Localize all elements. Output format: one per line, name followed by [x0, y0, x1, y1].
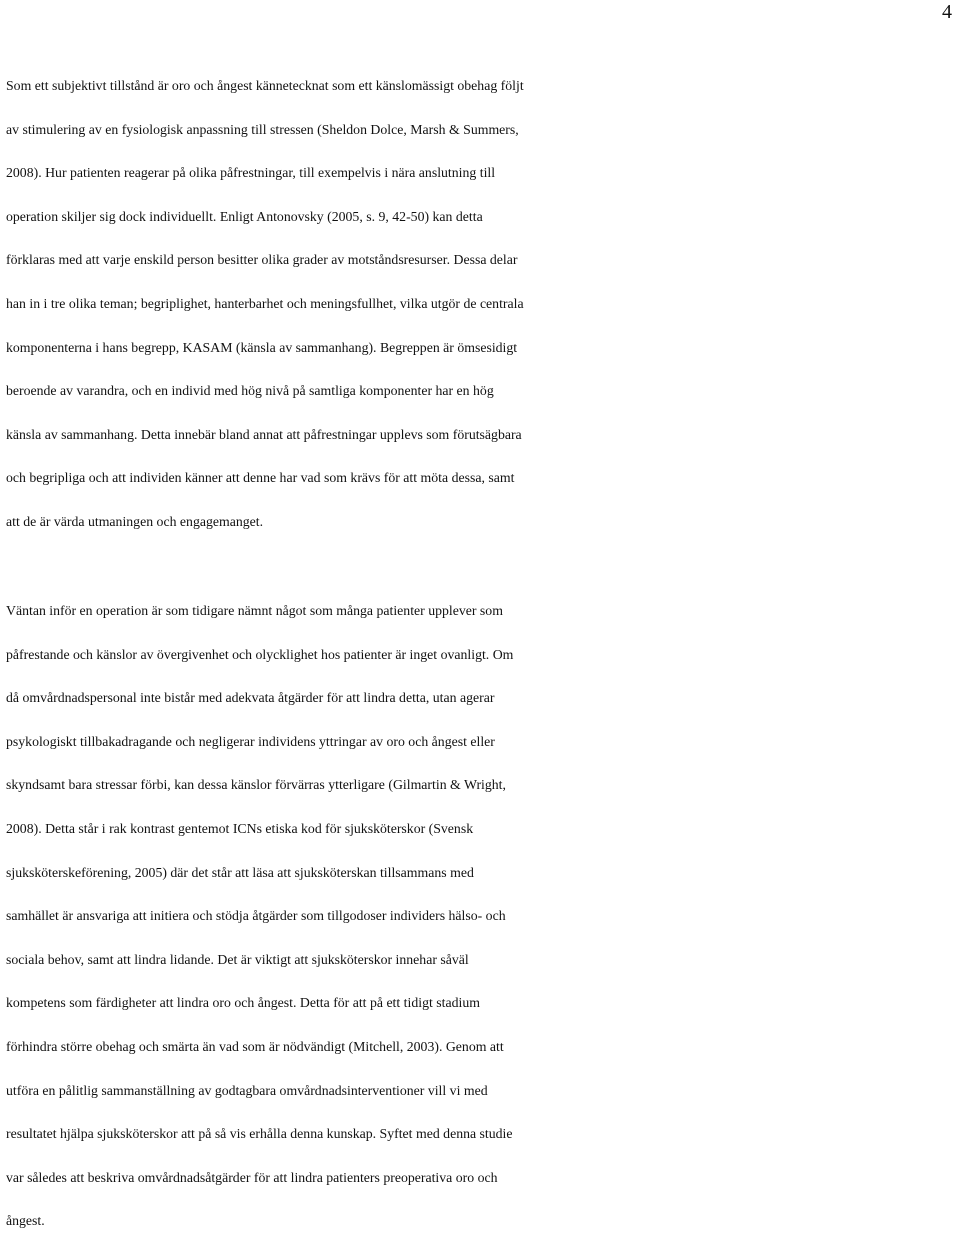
text-line: och begripliga och att individen känner att denne har vad som krävs för att möta dessa, samt	[6, 470, 515, 486]
text-line: sjuksköterskeförening, 2005) där det står att läsa att sjuksköterskan tillsammans med	[6, 864, 474, 880]
paragraph-2	[6, 589, 956, 1243]
text-line: utföra en pålitlig sammanställning av godtagbara omvårdnadsinterventioner vill vi med	[6, 1082, 488, 1098]
paragraph-1	[6, 64, 956, 544]
text-line: 2008). Hur patienten reagerar på olika påfrestningar, till exempelvis i nära anslutning till	[6, 165, 496, 181]
page-number: 4	[942, 1, 952, 23]
text-line: komponenterna i hans begrepp, KASAM (känsla av sammanhang). Begreppen är ömsesidigt	[6, 339, 518, 355]
text-line: beroende av varandra, och en individ med hög nivå på samtliga komponenter har en hög	[6, 383, 494, 399]
text-line: skyndsamt bara stressar förbi, kan dessa känslor förvärras ytterligare (Gilmartin & Wright,	[6, 777, 506, 793]
text-line: 2008). Detta står i rak kontrast gentemot ICNs etiska kod för sjuksköterskor (Svensk	[6, 820, 474, 836]
text-line: av stimulering av en fysiologisk anpassning till stressen (Sheldon Dolce, Marsh & Summers,	[6, 121, 519, 137]
text-line: känsla av sammanhang. Detta innebär bland annat att påfrestningar upplevs som förutsägbara	[6, 426, 522, 442]
text-line: då omvårdnadspersonal inte bistår med adekvata åtgärder för att lindra detta, utan agerar	[6, 690, 495, 706]
text-line: han in i tre olika teman; begriplighet, hanterbarhet och meningsfullhet, vilka utgör de centrala	[6, 295, 524, 311]
text-line: samhället är ansvariga att initiera och stödja åtgärder som tillgodoser individers hälso- och	[6, 908, 506, 924]
text-line: ångest.	[6, 1213, 45, 1229]
text-line: sociala behov, samt att lindra lidande. Det är viktigt att sjuksköterskor innehar såväl	[6, 951, 469, 967]
text-line: operation skiljer sig dock individuellt. Enligt Antonovsky (2005, s. 9, 42-50) kan detta	[6, 208, 483, 224]
text-line: Som ett subjektivt tillstånd är oro och ångest kännetecknat som ett känslomässigt obehag följt	[6, 78, 524, 93]
text-line: att de är värda utmaningen och engagemanget.	[6, 513, 264, 529]
text-line: förhindra större obehag och smärta än vad som är nödvändigt (Mitchell, 2003). Genom att	[6, 1038, 504, 1054]
text-line: var således att beskriva omvårdnadsåtgärder för att lindra patienters preoperativa oro och	[6, 1169, 498, 1185]
text-line: kompetens som färdigheter att lindra oro och ångest. Detta för att på ett tidigt stadium	[6, 995, 480, 1011]
text-line: resultatet hjälpa sjuksköterskor att på så vis erhålla denna kunskap. Syftet med denna studie	[6, 1126, 513, 1142]
text-line: förklaras med att varje enskild person besitter olika grader av motståndsresurser. Dessa delar	[6, 252, 518, 268]
text-line: påfrestande och känslor av övergivenhet och olycklighet hos patienter är inget ovanligt. Om	[6, 646, 514, 662]
text-line: psykologiskt tillbakadragande och negligerar individens yttringar av oro och ångest eller	[6, 733, 495, 749]
text-line: Väntan inför en operation är som tidigare nämnt något som många patienter upplever som	[6, 603, 503, 618]
